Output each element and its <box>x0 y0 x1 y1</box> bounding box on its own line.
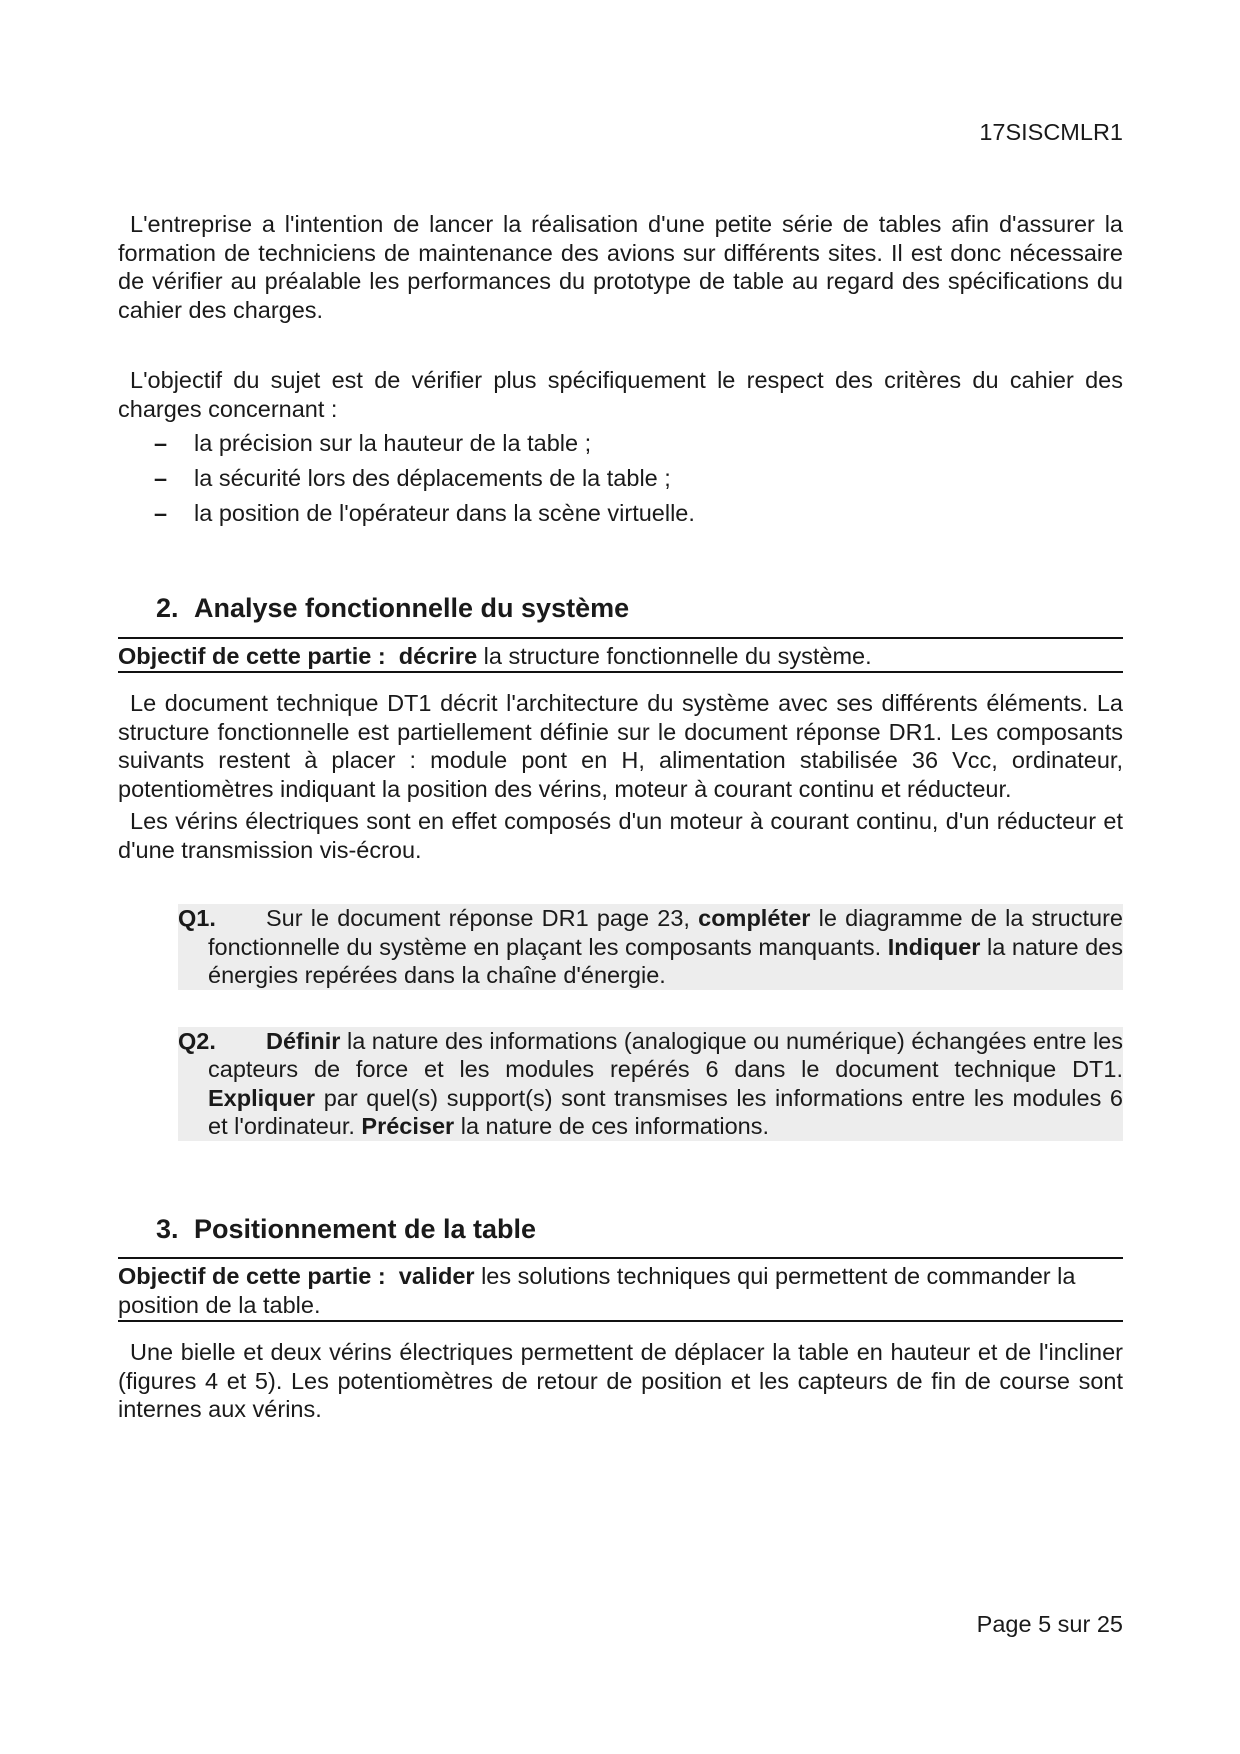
objective-text: les solutions techniques qui permettent de commander la position de la table. <box>118 1263 1076 1318</box>
objective-verb: valider <box>398 1263 475 1289</box>
section-title: Analyse fonctionnelle du système <box>194 593 630 623</box>
page-number: Page 5 sur 25 <box>976 1611 1123 1637</box>
list-item-text: la précision sur la hauteur de la table ; <box>194 430 592 456</box>
question-verb: Définir <box>266 1027 341 1054</box>
dash-bullet: – <box>154 430 168 456</box>
objective-label: Objectif de cette partie : <box>118 642 386 669</box>
objective-text: la structure fonctionnelle du système. <box>477 642 872 669</box>
dash-bullet: – <box>154 465 168 491</box>
objective-verb: décrire <box>398 642 478 669</box>
list-item-text: la sécurité lors des déplacements de la table ; <box>194 465 671 491</box>
section-number: 3. <box>156 1213 179 1244</box>
section-2-heading <box>118 594 1123 623</box>
section-3-objective <box>118 1257 1123 1322</box>
dash-bullet: – <box>154 500 168 526</box>
question-text: Sur le document réponse DR1 page 23, <box>266 905 699 931</box>
page-content <box>118 210 1123 1424</box>
question-number: Q2. <box>178 1027 216 1054</box>
question-text: la nature des informations (analogique ou numérique) échangées entre les capteurs de force et les modules repérés 6 dans le document technique DT1. <box>208 1027 1123 1082</box>
section-2-paragraph-2: Les vérins électriques sont en effet composés d'un moteur à courant continu, d'un réducteur et d'une transmission vis-écrou. <box>118 808 1123 863</box>
criteria-list <box>118 427 1123 532</box>
document-code: 17SISCMLR1 <box>979 119 1123 145</box>
section-title: Positionnement de la table <box>194 1213 537 1244</box>
question-text: par quel(s) support(s) sont transmises les informations entre les modules 6 et l'ordinateur. <box>208 1084 1123 1139</box>
section-3-paragraph-1: Une bielle et deux vérins électriques permettent de déplacer la table en hauteur et de l'incliner (figures 4 et 5). Les potentiomètres de retour de position et les capteurs de fin de course sont internes aux vérins. <box>118 1339 1123 1422</box>
question-verb: Indiquer <box>887 933 981 960</box>
question-text: la nature des énergies repérées dans la chaîne d'énergie. <box>208 933 1123 988</box>
objective-label: Objectif de cette partie : <box>118 1263 386 1289</box>
section-2-paragraph-1: Le document technique DT1 décrit l'architecture du système avec ses différents éléments. La structure fonctionnelle est partiellement définie sur le document réponse DR1. Les composants suivants restent à placer : module pont en H, alimentation stabilisée 36 Vcc, ordinateur, potentiomètres indiquant la position des vérins, moteur à courant continu et réducteur. <box>118 690 1123 802</box>
question-number: Q1. <box>178 905 216 931</box>
list-item-text: la position de l'opérateur dans la scène virtuelle. <box>194 500 695 526</box>
section-2-objective <box>118 637 1123 674</box>
intro-paragraph-1: L'entreprise a l'intention de lancer la réalisation d'une petite série de tables afin d'assurer la formation de techniciens de maintenance des avions sur différents sites. Il est donc nécessaire de vérifier au préalable les performances du prototype de table au regard des spécifications du cahier des charges. <box>118 211 1123 323</box>
question-q2 <box>178 1027 1123 1141</box>
question-verb: compléter <box>698 905 811 931</box>
list-item <box>118 427 1123 462</box>
question-text: la nature de ces informations. <box>454 1113 770 1139</box>
question-verb: Expliquer <box>208 1084 316 1111</box>
list-item <box>118 497 1123 532</box>
question-text: le diagramme de la structure fonctionnelle du système en plaçant les composants manquants. <box>208 905 1123 960</box>
question-verb: Préciser <box>361 1113 455 1139</box>
section-3-heading <box>118 1215 1123 1244</box>
document-page <box>118 0 1123 1754</box>
intro-paragraph-2: L'objectif du sujet est de vérifier plus spécifiquement le respect des critères du cahier des charges concernant : <box>118 367 1123 422</box>
section-number: 2. <box>156 593 179 623</box>
list-item <box>118 462 1123 497</box>
question-q1 <box>178 904 1123 990</box>
